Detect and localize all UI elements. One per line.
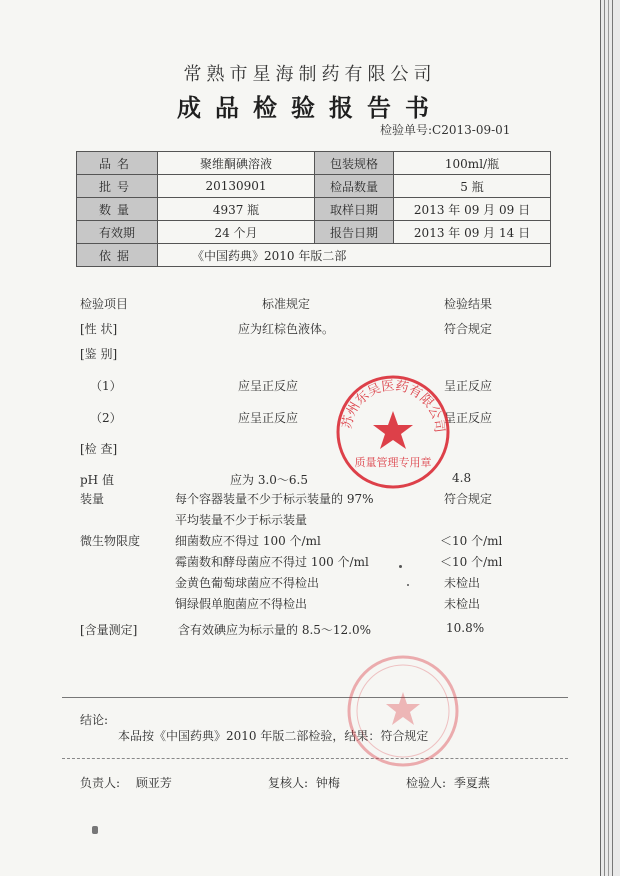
table-row xyxy=(77,175,551,198)
inspector-label: 检验人: xyxy=(406,776,447,790)
report-date-value: 2013 年 09 月 14 日 xyxy=(394,221,551,244)
inspector-name: 季夏燕 xyxy=(453,776,490,790)
col-item-header: 检验项目 xyxy=(80,297,129,311)
package-spec-label: 包装规格 xyxy=(315,152,394,175)
conclusion-label: 结论: xyxy=(80,713,109,727)
doc-number-label: 检验单号: xyxy=(380,123,433,137)
report-date-label: 报告日期 xyxy=(315,221,394,244)
scan-speck xyxy=(399,565,402,568)
validity-label: 有效期 xyxy=(77,221,158,244)
scan-smudge xyxy=(92,826,98,834)
responsible-name: 顾亚芳 xyxy=(135,776,172,790)
validity-value: 24 个月 xyxy=(158,221,315,244)
svg-text:苏州东吴医药有限公司: 苏州东吴医药有限公司 xyxy=(339,378,447,434)
assay-standard: 含有效碘应为标示量的 8.5～12.0% xyxy=(178,623,372,637)
sampling-date-value: 2013 年 09 月 09 日 xyxy=(394,198,551,221)
sample-qty-label: 检品数量 xyxy=(315,175,394,198)
batch-label: 批号 xyxy=(77,175,158,198)
reviewer-person xyxy=(268,774,340,791)
quality-seal-stamp xyxy=(334,373,452,491)
page-edge-line xyxy=(608,0,609,876)
ph-label: pH 值 xyxy=(80,473,114,487)
divider-line xyxy=(62,697,568,698)
fill-standard-2: 平均装量不少于标示装量 xyxy=(175,513,308,527)
responsible-label: 负责人: xyxy=(80,776,121,790)
conclusion-text: 本品按《中国药典》2010 年版二部检验，结果：符合规定 xyxy=(118,729,429,743)
sampling-date-label: 取样日期 xyxy=(315,198,394,221)
inspector-person xyxy=(406,774,490,791)
fill-standard-1: 每个容器装量不少于标示装量的 97% xyxy=(175,492,374,506)
sample-qty-value: 5 瓶 xyxy=(394,175,551,198)
fill-label: 装量 xyxy=(80,492,105,506)
company-name: 常熟市星海制药有限公司 xyxy=(183,64,437,85)
doc-number xyxy=(380,121,510,138)
ph-result: 4.8 xyxy=(452,471,472,485)
examination-label: [检 查] xyxy=(80,442,118,456)
col-standard-header: 标准规定 xyxy=(262,297,311,311)
reviewer-label: 复核人: xyxy=(268,776,309,790)
identification-2-result: 呈正反应 xyxy=(444,411,493,425)
package-spec-value: 100ml/瓶 xyxy=(394,152,551,175)
microbial-3-standard: 金黄色葡萄球菌应不得检出 xyxy=(175,576,320,590)
microbial-4-result: 未检出 xyxy=(444,597,481,611)
microbial-2-result: ＜10 个/ml xyxy=(440,555,503,569)
microbial-4-standard: 铜绿假单胞菌应不得检出 xyxy=(175,597,308,611)
characteristics-result: 符合规定 xyxy=(444,322,493,336)
characteristics-label: [性 状] xyxy=(80,322,118,336)
svg-text:质量管理专用章: 质量管理专用章 xyxy=(354,456,432,469)
table-row xyxy=(77,221,551,244)
page-edge-line xyxy=(612,0,613,876)
quantity-value: 4937 瓶 xyxy=(158,198,315,221)
microbial-1-result: ＜10 个/ml xyxy=(440,534,503,548)
product-info-table xyxy=(76,151,551,267)
basis-label: 依据 xyxy=(77,244,158,267)
assay-label: [含量测定] xyxy=(80,623,138,637)
identification-2-label: （2） xyxy=(90,411,122,425)
identification-label: [鉴 别] xyxy=(80,347,118,361)
report-title: 成品检验报告书 xyxy=(177,93,443,122)
basis-value: 《中国药典》2010 年版二部 xyxy=(158,244,551,267)
identification-2-standard: 应呈正反应 xyxy=(238,411,299,425)
identification-1-label: （1） xyxy=(90,379,122,393)
faded-seal-stamp xyxy=(344,652,462,770)
responsible-person xyxy=(80,774,172,791)
col-result-header: 检验结果 xyxy=(444,297,493,311)
assay-result: 10.8% xyxy=(446,621,485,635)
microbial-limit-label: 微生物限度 xyxy=(80,534,141,548)
divider-line xyxy=(62,758,568,759)
page-edge-line xyxy=(600,0,601,876)
quantity-label: 数量 xyxy=(77,198,158,221)
fill-result: 符合规定 xyxy=(444,492,493,506)
doc-number-value: C2013-09-01 xyxy=(432,123,511,137)
microbial-2-standard: 霉菌数和酵母菌应不得过 100 个/ml xyxy=(175,555,369,569)
table-row xyxy=(77,198,551,221)
product-name-value: 聚维酮碘溶液 xyxy=(158,152,315,175)
reviewer-name: 钟梅 xyxy=(315,776,340,790)
product-name-label: 品名 xyxy=(77,152,158,175)
batch-value: 20130901 xyxy=(158,175,315,198)
identification-1-standard: 应呈正反应 xyxy=(238,379,299,393)
table-row xyxy=(77,244,551,267)
scan-speck xyxy=(407,584,409,586)
identification-1-result: 呈正反应 xyxy=(444,379,493,393)
page-edge-line xyxy=(604,0,605,876)
ph-standard: 应为 3.0～6.5 xyxy=(230,473,308,487)
characteristics-standard: 应为红棕色液体。 xyxy=(238,322,335,336)
microbial-1-standard: 细菌数应不得过 100 个/ml xyxy=(175,534,321,548)
microbial-3-result: 未检出 xyxy=(444,576,481,590)
table-row xyxy=(77,152,551,175)
